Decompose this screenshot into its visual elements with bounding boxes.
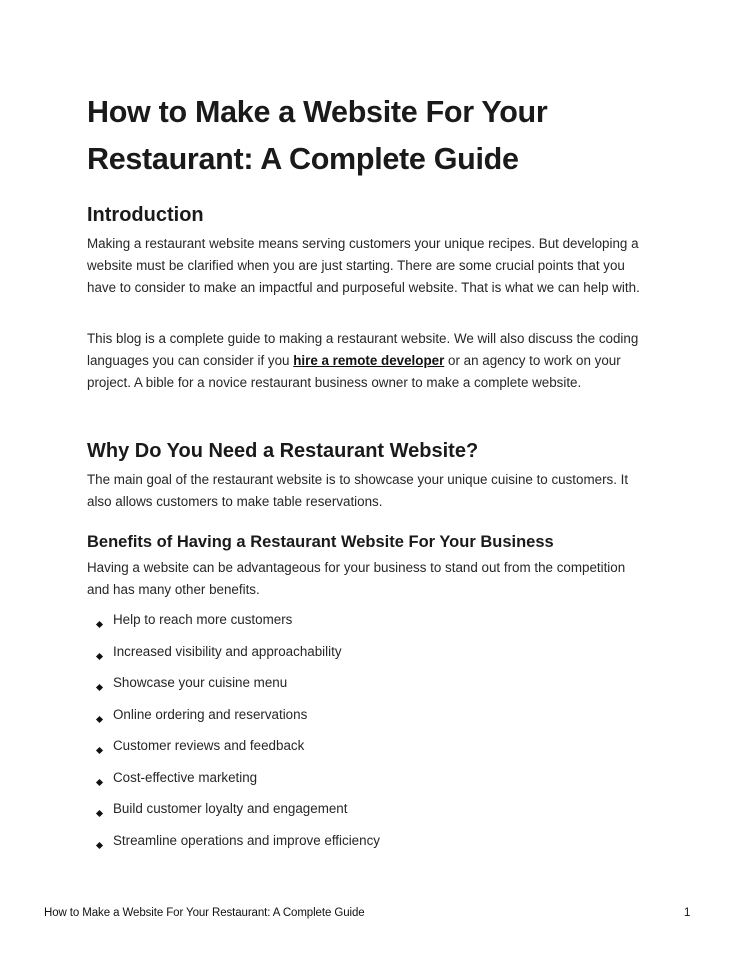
list-item xyxy=(95,768,595,800)
document-title: How to Make a Website For Your Restaurant: A Complete Guide xyxy=(87,95,548,176)
list-item xyxy=(95,642,595,674)
footer-page-number: 1 xyxy=(684,907,691,919)
why-section-heading: Why Do You Need a Restaurant Website? xyxy=(87,440,479,462)
diamond-bullet-icon xyxy=(96,652,103,659)
benefits-section-heading: Benefits of Having a Restaurant Website For Your Business xyxy=(87,533,554,551)
list-item-text: Online ordering and reservations xyxy=(113,706,308,722)
list-item-text: Help to reach more customers xyxy=(113,612,293,627)
list-item-text: Cost-effective marketing xyxy=(113,769,258,785)
list-item-text: Increased visibility and approachability xyxy=(113,643,342,659)
list-item-text: Customer reviews and feedback xyxy=(113,738,305,753)
diamond-bullet-icon xyxy=(96,810,103,817)
diamond-bullet-icon xyxy=(96,715,103,722)
list-item-text: Streamline operations and improve efficiency xyxy=(113,832,380,848)
list-item-text: Showcase your cuisine menu xyxy=(113,675,288,690)
list-item-text: Build customer loyalty and engagement xyxy=(113,801,348,816)
list-item xyxy=(95,673,595,705)
introduction-paragraph-2-text-end: or an agency to work on your project. A bible for a novice restaurant business owner to make a complete website. xyxy=(87,353,621,390)
diamond-bullet-icon xyxy=(96,621,103,628)
diamond-bullet-icon xyxy=(96,684,103,691)
footer-document-title: How to Make a Website For Your Restaurant: A Complete Guide xyxy=(44,907,365,919)
introduction-paragraph-2 xyxy=(87,328,647,394)
list-item xyxy=(95,799,595,831)
why-section-paragraph: The main goal of the restaurant website is to showcase your unique cuisine to customers. It also allows customers to make table reservations. xyxy=(87,472,629,509)
diamond-bullet-icon xyxy=(96,841,103,848)
benefits-list xyxy=(95,610,595,862)
hire-remote-developer-link[interactable]: hire a remote developer xyxy=(293,353,445,368)
list-item xyxy=(95,705,595,737)
diamond-bullet-icon xyxy=(96,778,103,785)
introduction-paragraph-2-text-start: This blog is a complete guide to making a restaurant website. We will also discuss the coding languages you can consider if you xyxy=(87,331,639,368)
benefits-section-paragraph: Having a website can be advantageous for your business to stand out from the competition and has many other benefits. xyxy=(87,560,626,597)
diamond-bullet-icon xyxy=(96,747,103,754)
list-item xyxy=(95,610,595,642)
list-item xyxy=(95,736,595,768)
introduction-paragraph-1: Making a restaurant website means serving customers your unique recipes. But developing a website must be clarified when you are just starting. There are some crucial points that you have to consider to make an impactful and purposeful website. That is what we can help with. xyxy=(87,236,640,295)
introduction-heading: Introduction xyxy=(87,204,204,226)
list-item xyxy=(95,831,595,863)
